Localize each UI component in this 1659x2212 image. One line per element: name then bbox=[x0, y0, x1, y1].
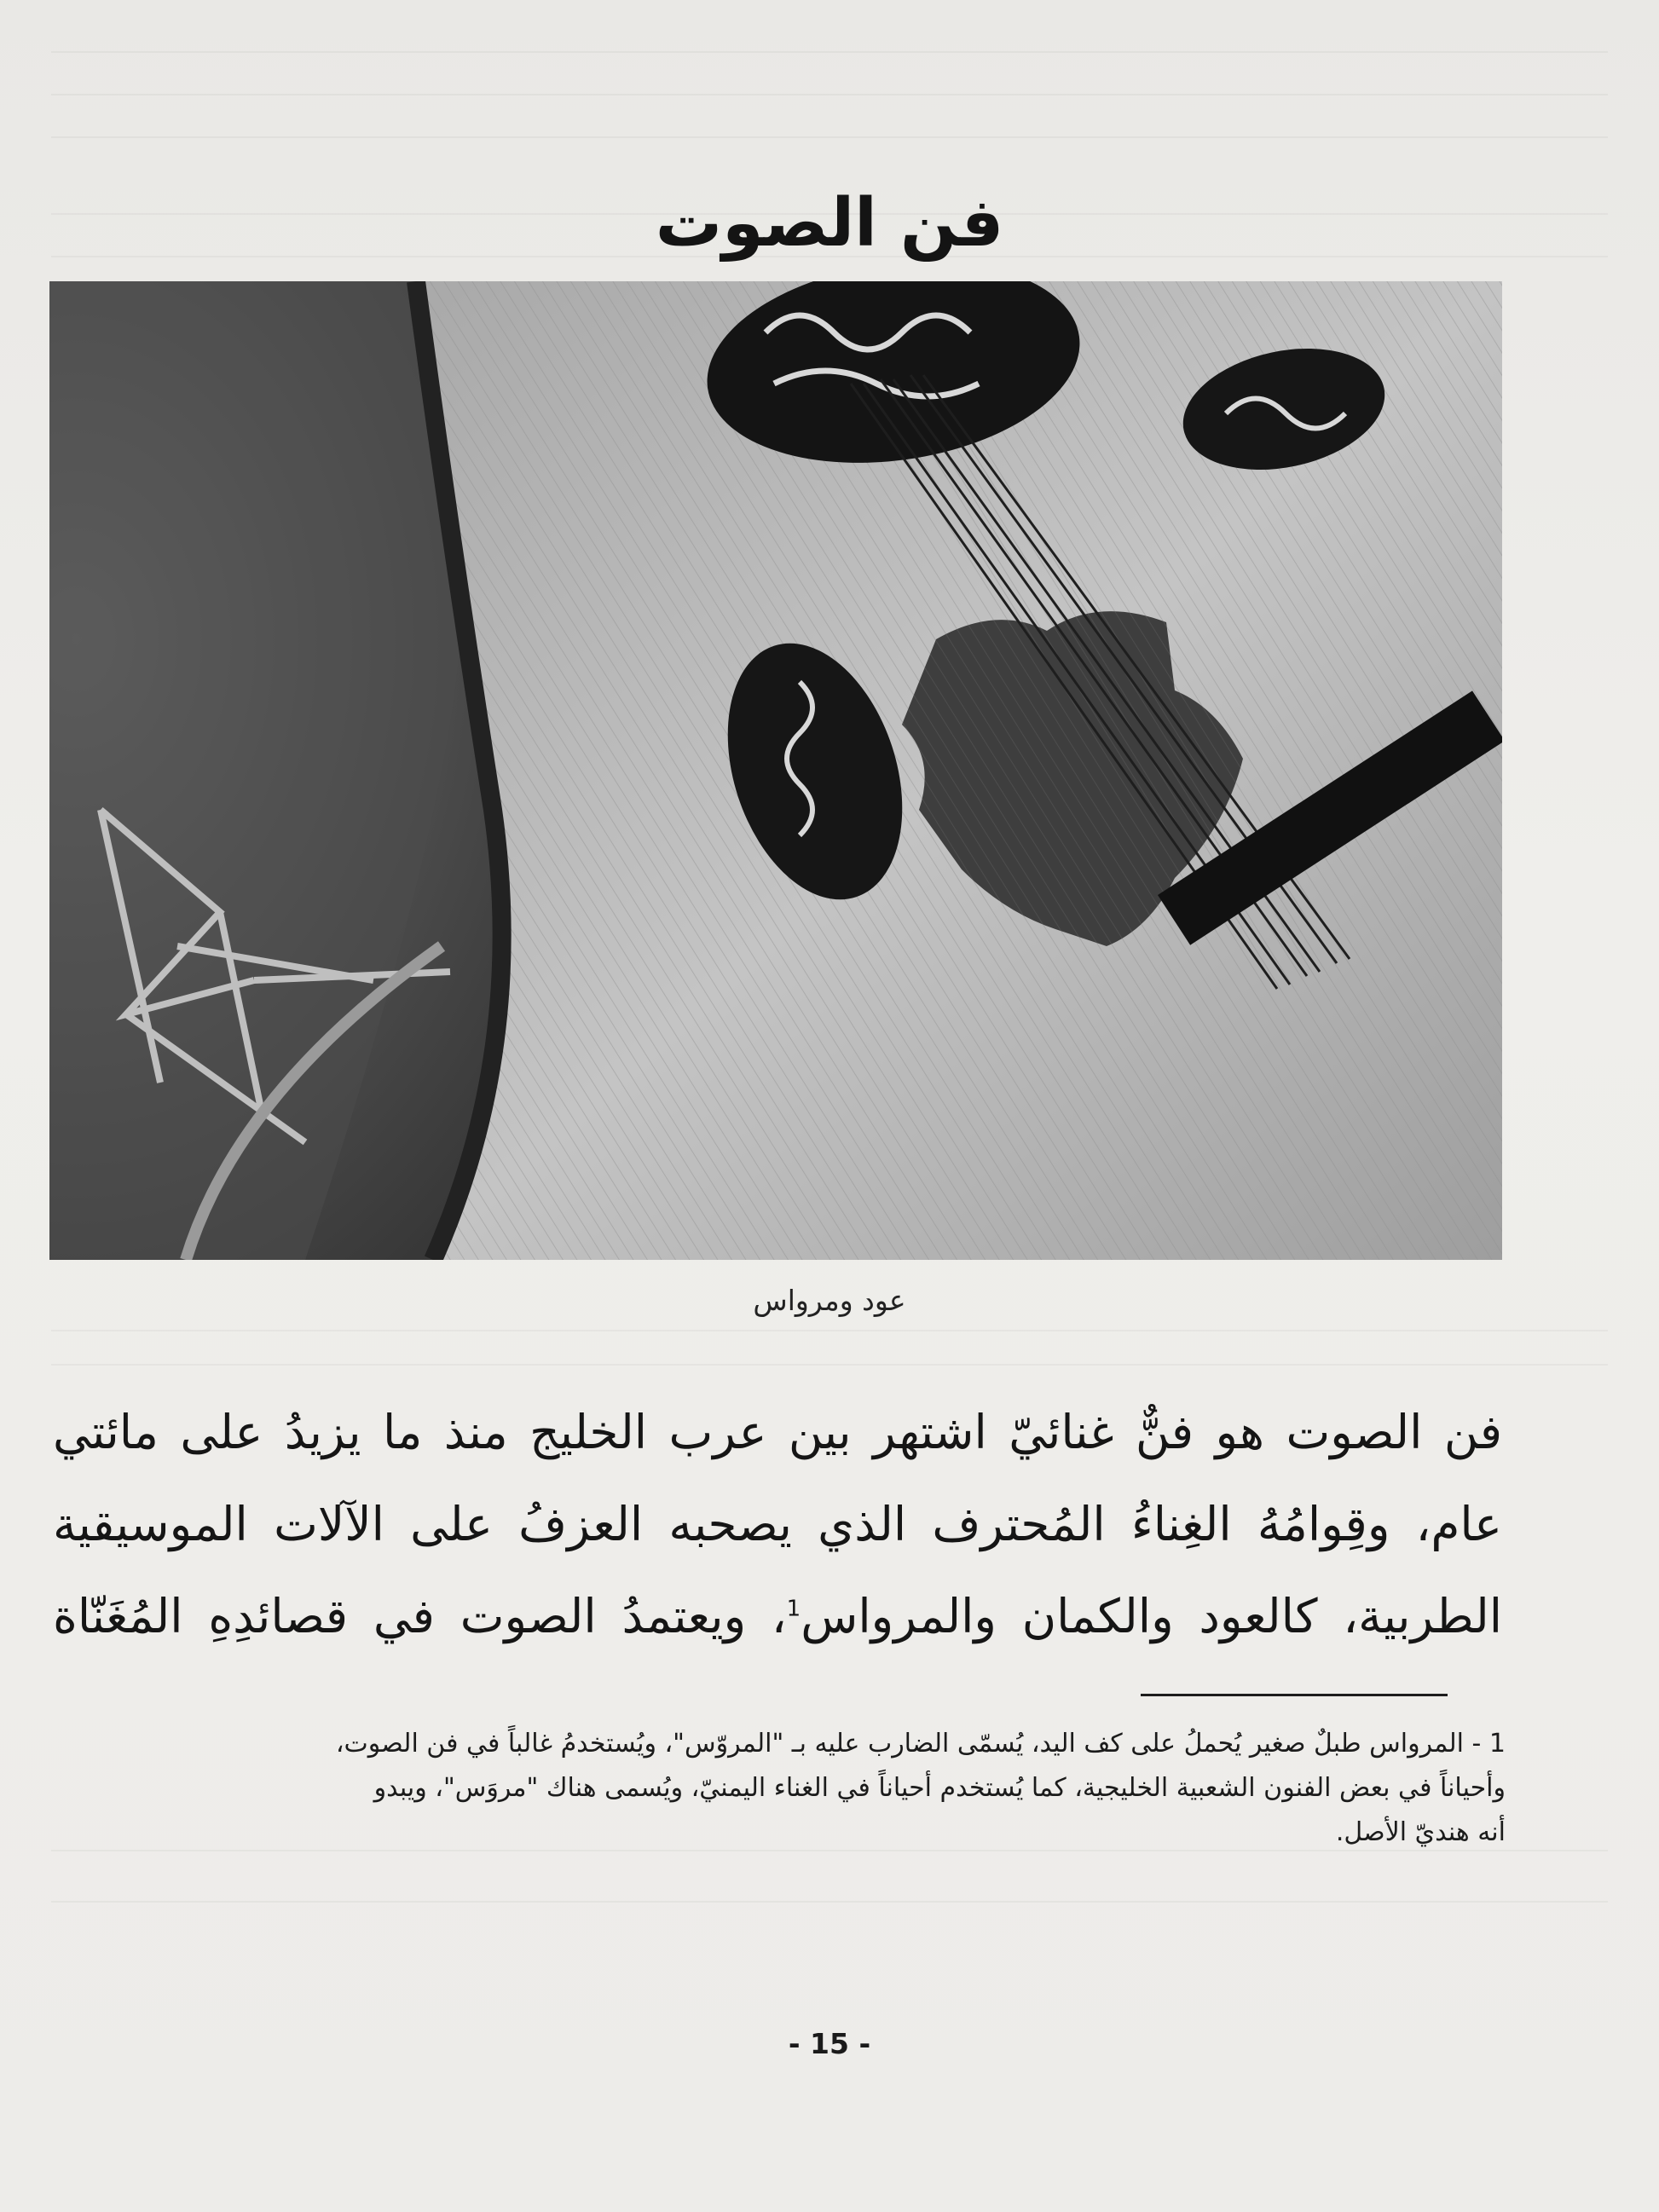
body-paragraph bbox=[53, 1386, 1502, 1662]
body-line-2: عام، وقِوامُهُ الغِناءُ المُحترف الذي يصحبه العزفُ على الآلات الموسيقية bbox=[53, 1497, 1502, 1551]
footnote-line-2: وأحياناً في بعض الفنون الشعبية الخليجية، كما يُستخدم أحياناً في الغناء اليمنيّ، ويُسمى هناك "مروَس"، ويبدو bbox=[373, 1773, 1506, 1803]
bleed-through-line bbox=[51, 1364, 1608, 1366]
body-line-3-start: الطربية، كالعود والكمان والمرواس bbox=[801, 1589, 1502, 1643]
body-line-3-end: ، ويعتمدُ الصوت في قصائدِهِ المُغَنّاة bbox=[53, 1589, 787, 1643]
bleed-through-line bbox=[51, 136, 1608, 138]
page-number: - 15 - bbox=[788, 2027, 871, 2060]
oud-and-marwas-photo bbox=[49, 281, 1502, 1260]
body-line-1: فن الصوت هو فنٌّ غنائيّ اشتهر بين عرب الخليج منذ ما يزيدُ على مائتي bbox=[53, 1405, 1502, 1459]
footnote-line-3: أنه هنديّ الأصل. bbox=[1335, 1817, 1506, 1847]
footnote-line-1: 1 - المرواس طبلٌ صغير يُحملُ على كف اليد، يُسمّى الضارب عليه بـ "المروّس"، ويُستخدمُ غالباً في فن الصوت، bbox=[335, 1729, 1506, 1759]
bleed-through-line bbox=[51, 1901, 1608, 1903]
body-line-3 bbox=[53, 1570, 1502, 1662]
footnote bbox=[60, 1722, 1506, 1855]
photo-illustration bbox=[49, 281, 1502, 1260]
bleed-through-line bbox=[51, 94, 1608, 95]
photo-caption: عود ومرواس bbox=[753, 1284, 906, 1317]
page-title: فن الصوت bbox=[655, 185, 1004, 263]
footnote-reference[interactable]: 1 bbox=[786, 1596, 801, 1622]
bleed-through-line bbox=[51, 1330, 1608, 1331]
bleed-through-line bbox=[51, 51, 1608, 53]
footnote-separator bbox=[1141, 1694, 1448, 1696]
